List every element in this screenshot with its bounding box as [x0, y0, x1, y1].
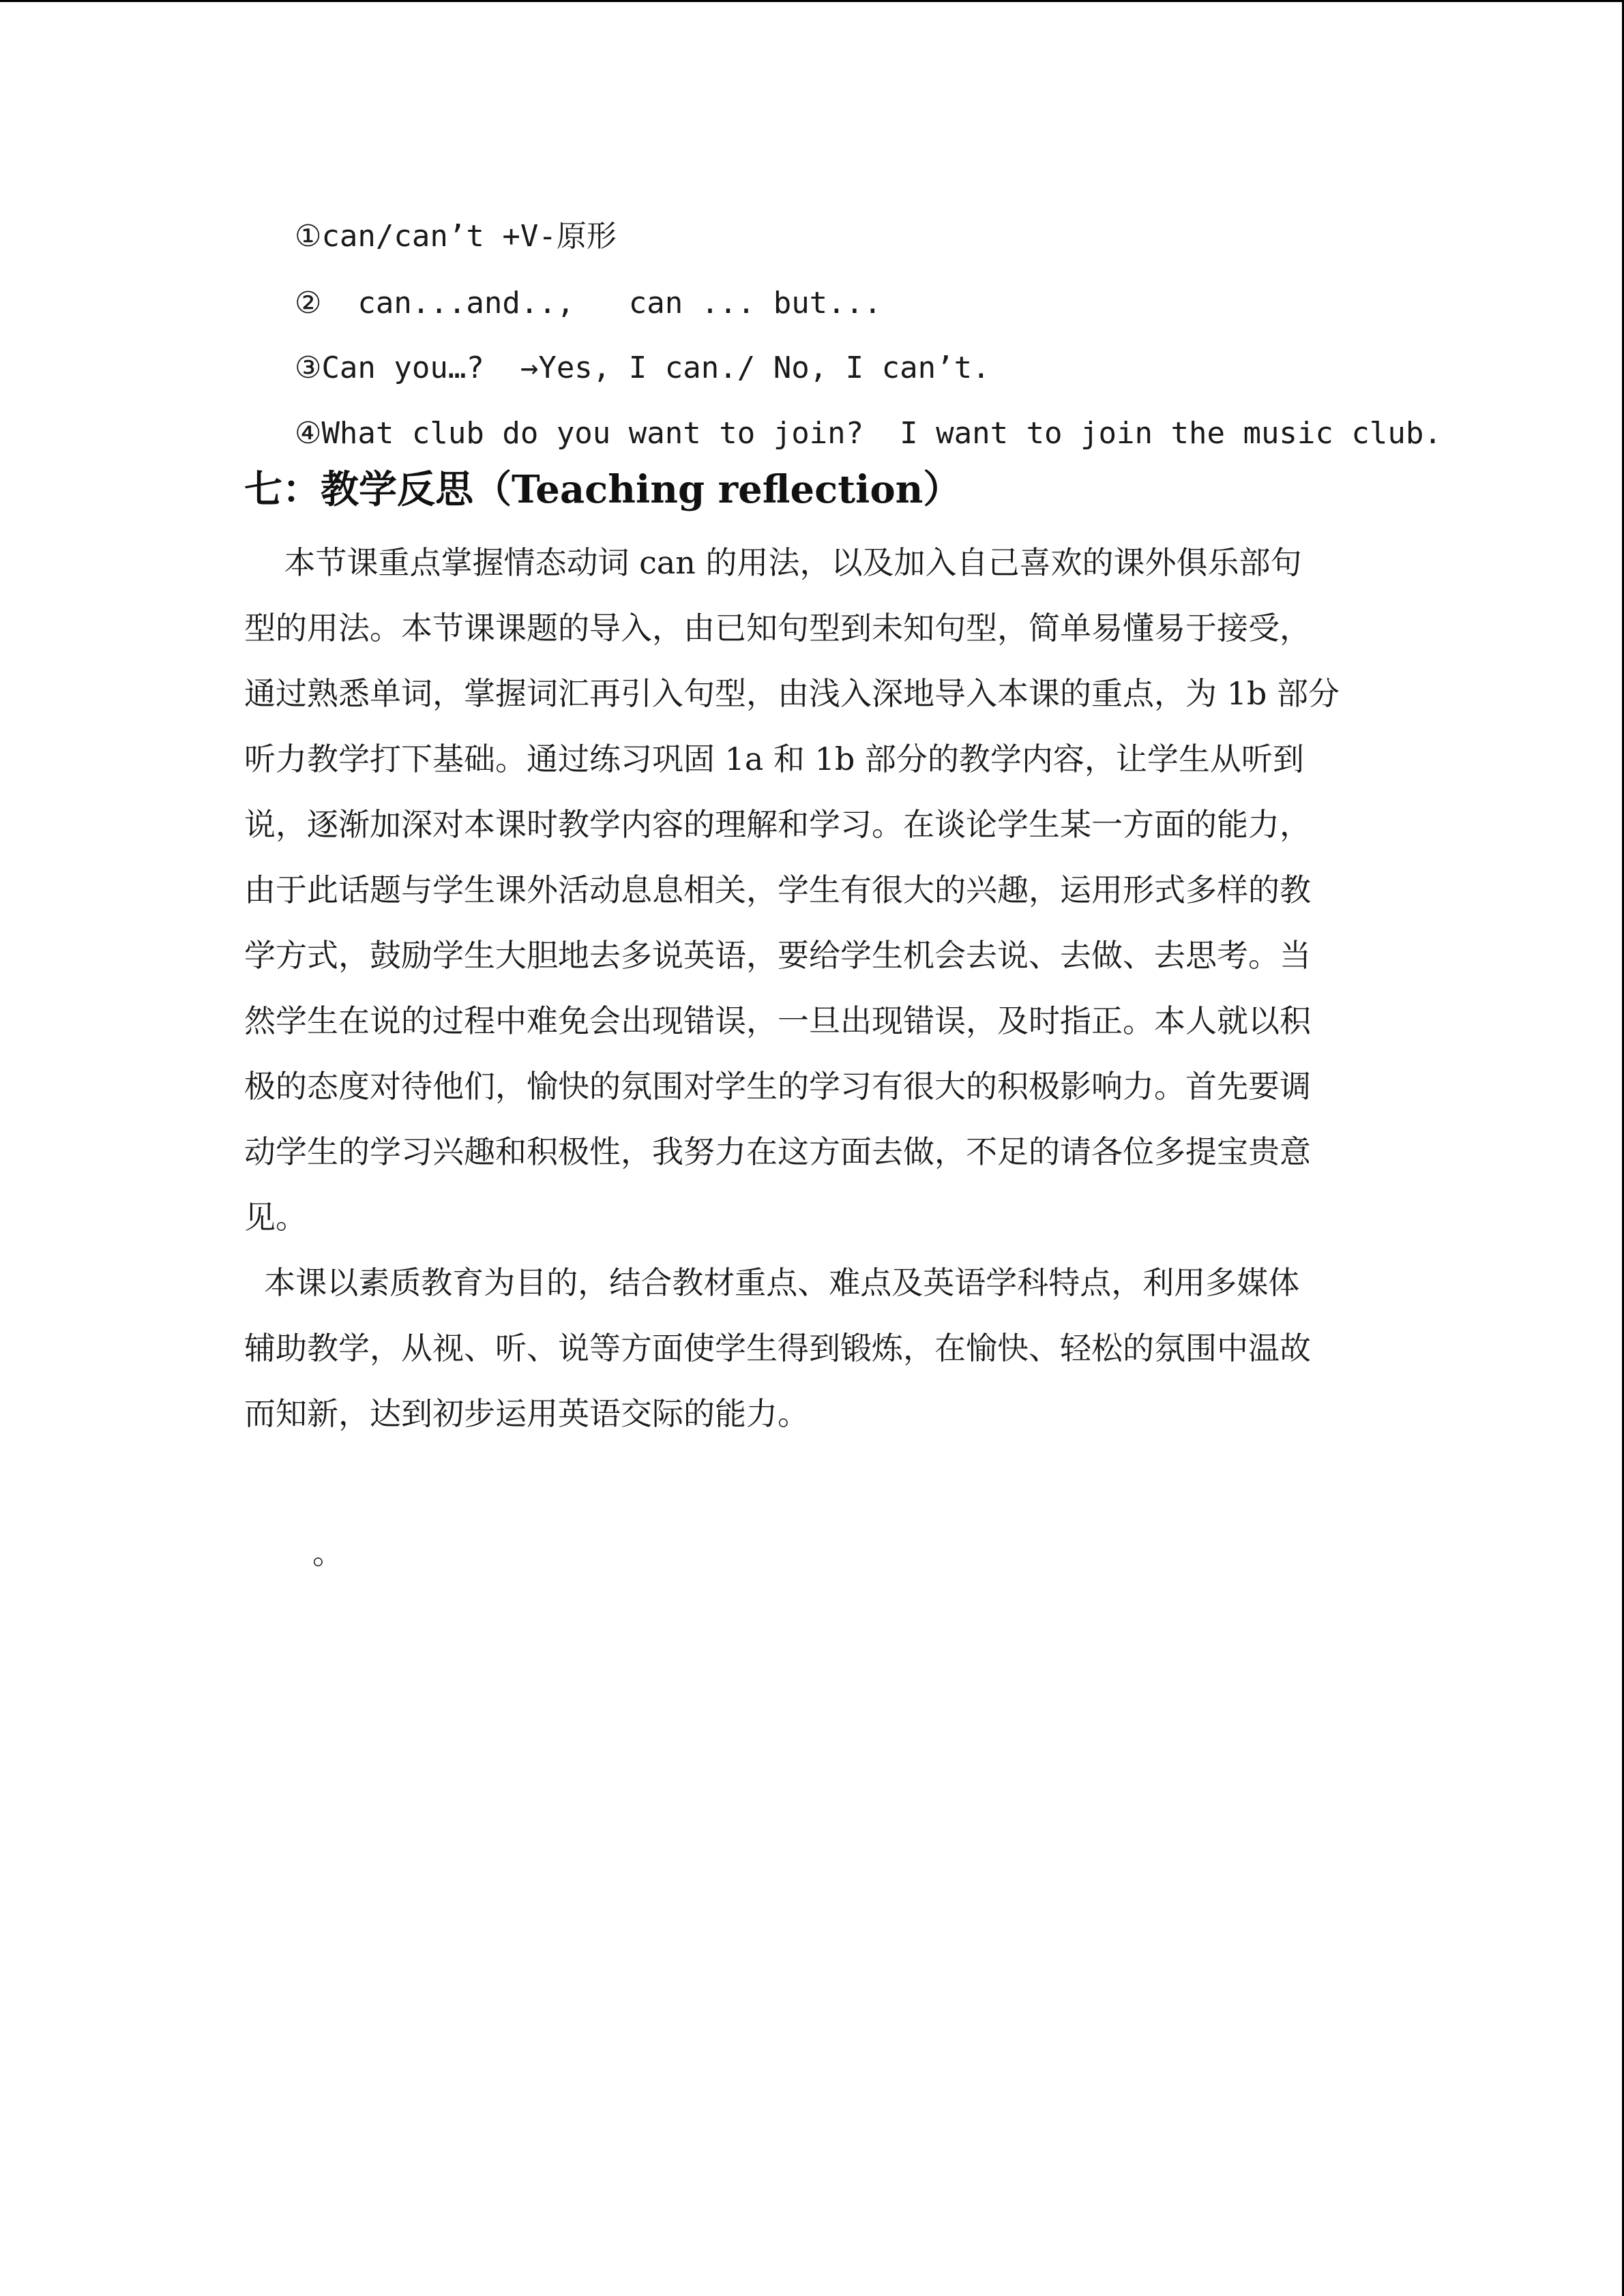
paragraph-line: 而知新，达到初步运用英语交际的能力。: [244, 1395, 809, 1432]
pattern-line: ② can...and.., can ... but...: [295, 286, 882, 320]
section-heading: 七：教学反思（Teaching reflection）: [244, 467, 962, 512]
paragraph-line: 见。: [244, 1199, 307, 1236]
paragraph-line: 通过熟悉单词，掌握词汇再引入句型，由浅入深地导入本课的重点，为 1b 部分: [244, 675, 1340, 712]
paragraph-line: 极的态度对待他们，愉快的氛围对学生的学习有很大的积极影响力。首先要调: [244, 1068, 1311, 1105]
pattern-line: ③Can you…? →Yes, I can./ No, I can’t.: [295, 351, 990, 385]
paragraph-line: 动学生的学习兴趣和积极性，我努力在这方面去做，不足的请各位多提宝贵意: [244, 1133, 1311, 1170]
paragraph-line: 辅助教学，从视、听、说等方面使学生得到锻炼，在愉快、轻松的氛围中温故: [244, 1330, 1311, 1367]
pattern-line: ①can/can’t +V-原形: [295, 219, 617, 254]
page-border-top: [0, 0, 1624, 2]
trailing-period: 。: [312, 1534, 344, 1571]
paragraph-line: 然学生在说的过程中难免会出现错误，一旦出现错误，及时指正。本人就以积: [244, 1002, 1311, 1039]
paragraph-line: 听力教学打下基础。通过练习巩固 1a 和 1b 部分的教学内容，让学生从听到: [244, 741, 1304, 777]
pattern-line: ④What club do you want to join? I want to join the music club.: [295, 416, 1442, 451]
paragraph-line: 由于此话题与学生课外活动息息相关，学生有很大的兴趣，运用形式多样的教: [244, 871, 1311, 908]
paragraph-line: 学方式，鼓励学生大胆地去多说英语，要给学生机会去说、去做、去思考。当: [244, 937, 1311, 974]
paragraph-line: 本课以素质教育为目的，结合教材重点、难点及英语学科特点，利用多媒体: [244, 1264, 1300, 1301]
paragraph-line: 型的用法。本节课课题的导入，由已知句型到未知句型，简单易懂易于接受，: [244, 610, 1311, 646]
paragraph-line: 本节课重点掌握情态动词 can 的用法，以及加入自己喜欢的课外俱乐部句: [244, 544, 1302, 581]
paragraph-line: 说，逐渐加深对本课时教学内容的理解和学习。在谈论学生某一方面的能力，: [244, 806, 1311, 843]
